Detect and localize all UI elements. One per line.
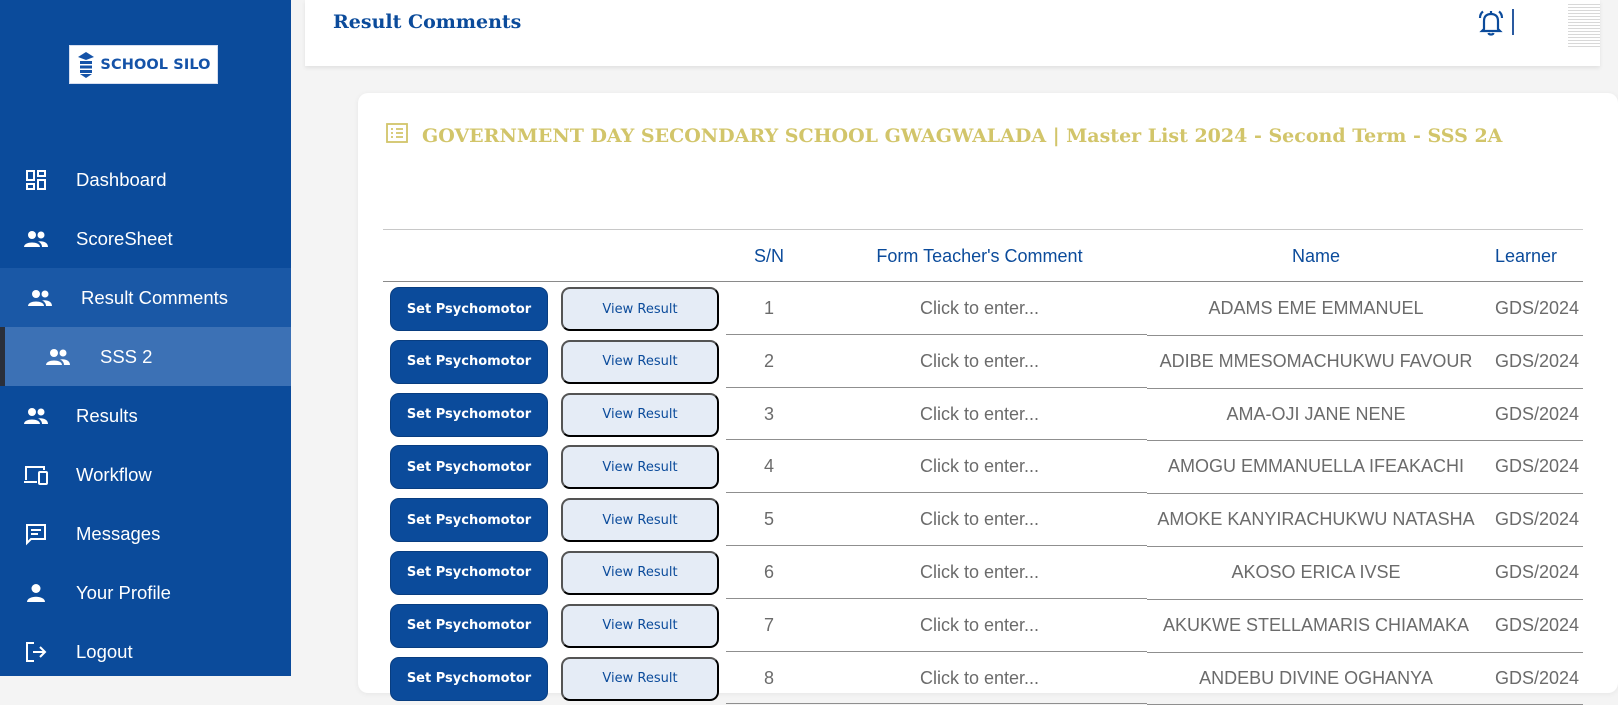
learner-id: GDS/2024: [1495, 509, 1580, 530]
results-table: [383, 229, 1583, 704]
row-divider: [812, 703, 1147, 704]
table-row: [383, 282, 1583, 335]
student-name: ADIBE MMESOMACHUKWU FAVOUR: [1159, 350, 1473, 371]
learner-id: GDS/2024: [1495, 350, 1580, 371]
table-row: [383, 652, 1583, 705]
card-header: [386, 123, 1502, 148]
table-row: [383, 493, 1583, 546]
view-result-button[interactable]: View Result: [561, 498, 719, 542]
message-icon: [24, 522, 48, 546]
row-sn: 8: [763, 667, 774, 688]
sidebar-item-label: Result Comments: [81, 286, 229, 308]
view-result-button[interactable]: View Result: [561, 445, 719, 489]
column-header-comment[interactable]: Form Teacher's Comment: [876, 246, 1083, 266]
view-result-button[interactable]: View Result: [561, 287, 719, 331]
row-sn: 1: [763, 298, 774, 318]
set-psychomotor-button[interactable]: Set Psychomotor: [390, 604, 548, 648]
set-psychomotor-button[interactable]: Set Psychomotor: [390, 657, 548, 701]
row-divider: [726, 703, 812, 704]
student-name: AMOKE KANYIRACHUKWU NATASHA: [1157, 509, 1475, 530]
student-name: ANDEBU DIVINE OGHANYA: [1199, 667, 1433, 688]
row-sn: 3: [763, 403, 774, 424]
sidebar-item-dashboard[interactable]: [0, 150, 291, 209]
view-result-button[interactable]: View Result: [561, 340, 719, 384]
view-result-button[interactable]: View Result: [561, 551, 719, 595]
set-psychomotor-button[interactable]: Set Psychomotor: [390, 445, 548, 489]
student-name: AKUKWE STELLAMARIS CHIAMAKA: [1162, 614, 1470, 635]
form-teacher-comment-cell[interactable]: Click to enter...: [919, 614, 1040, 635]
sidebar-item-label: SSS 2: [100, 345, 153, 367]
card-title: GOVERNMENT DAY SECONDARY SCHOOL GWAGWALADA | Master List 2024 - Second Term - SSS 2A: [422, 124, 1503, 147]
notification-bell-icon[interactable]: [1476, 8, 1506, 38]
row-sn: 7: [763, 614, 774, 635]
logo-icon: [76, 51, 96, 79]
table-body: [383, 282, 1583, 704]
sidebar-item-label: Dashboard: [76, 168, 167, 190]
form-teacher-comment-cell[interactable]: Click to enter...: [919, 667, 1040, 688]
row-sn: 4: [763, 456, 774, 477]
form-teacher-comment-cell[interactable]: Click to enter...: [919, 509, 1040, 530]
set-psychomotor-button[interactable]: Set Psychomotor: [390, 551, 548, 595]
set-psychomotor-button[interactable]: Set Psychomotor: [390, 340, 548, 384]
top-bar: [305, 0, 1600, 66]
form-teacher-comment-cell[interactable]: Click to enter...: [919, 350, 1040, 371]
row-sn: 6: [763, 561, 774, 582]
student-name: AMOGU EMMANUELLA IFEAKACHI: [1167, 456, 1465, 477]
sidebar-item-messages[interactable]: [0, 504, 291, 563]
sidebar-item-label: Your Profile: [76, 581, 171, 603]
logo-text: SCHOOL SILO: [100, 56, 211, 73]
table-row: [383, 335, 1583, 388]
topbar-divider: [1512, 9, 1514, 35]
set-psychomotor-button[interactable]: Set Psychomotor: [390, 498, 548, 542]
table-row: [383, 388, 1583, 441]
row-sn: 5: [763, 509, 774, 530]
sidebar-item-your-profile[interactable]: [0, 563, 291, 622]
sidebar-item-sss2[interactable]: [0, 327, 291, 386]
sidebar-item-label: Messages: [76, 522, 161, 544]
devices-icon: [24, 463, 48, 487]
learner-id: GDS/2024: [1495, 667, 1580, 688]
person-icon: [24, 581, 48, 605]
sidebar-item-label: ScoreSheet: [76, 227, 173, 249]
sidebar-item-label: Results: [76, 404, 138, 426]
table-row: [383, 440, 1583, 493]
dashboard-icon: [24, 168, 48, 192]
sidebar-item-label: Logout: [76, 640, 133, 662]
student-name: ADAMS EME EMMANUEL: [1208, 298, 1424, 318]
master-list-card: [358, 93, 1618, 693]
table-row: [383, 599, 1583, 652]
school-silo-logo[interactable]: [69, 45, 218, 84]
column-header-sn[interactable]: S/N: [753, 246, 784, 266]
sidebar-item-result-comments[interactable]: [0, 268, 291, 327]
table-row: [383, 546, 1583, 599]
page-title: Result Comments: [333, 11, 522, 33]
row-sn: 2: [763, 350, 774, 371]
learner-id: GDS/2024: [1495, 561, 1580, 582]
people-icon: [28, 286, 52, 310]
sidebar-item-workflow[interactable]: [0, 445, 291, 504]
student-name: AKOSO ERICA IVSE: [1231, 561, 1401, 582]
view-result-button[interactable]: View Result: [561, 604, 719, 648]
sidebar-item-scoresheet[interactable]: [0, 209, 291, 268]
learner-id: GDS/2024: [1495, 298, 1580, 318]
people-icon: [24, 404, 48, 428]
view-result-button[interactable]: View Result: [561, 393, 719, 437]
column-header-name[interactable]: Name: [1291, 246, 1340, 266]
learner-id: GDS/2024: [1495, 403, 1580, 424]
set-psychomotor-button[interactable]: Set Psychomotor: [390, 393, 548, 437]
list-icon: [386, 123, 408, 148]
sidebar-item-results[interactable]: [0, 386, 291, 445]
student-name: AMA-OJI JANE NENE: [1226, 403, 1406, 424]
set-psychomotor-button[interactable]: Set Psychomotor: [390, 287, 548, 331]
table-header: [383, 229, 1583, 282]
user-avatar[interactable]: [1568, 2, 1600, 48]
form-teacher-comment-cell[interactable]: Click to enter...: [919, 561, 1040, 582]
sidebar: [0, 0, 291, 676]
form-teacher-comment-cell[interactable]: Click to enter...: [919, 403, 1040, 424]
column-header-learner[interactable]: Learner: [1495, 246, 1558, 266]
form-teacher-comment-cell[interactable]: Click to enter...: [919, 298, 1040, 318]
people-icon: [46, 345, 70, 369]
people-icon: [24, 227, 48, 251]
logout-icon: [24, 640, 48, 664]
form-teacher-comment-cell[interactable]: Click to enter...: [919, 456, 1040, 477]
learner-id: GDS/2024: [1495, 614, 1580, 635]
sidebar-item-label: Workflow: [76, 463, 152, 485]
view-result-button[interactable]: View Result: [561, 657, 719, 701]
sidebar-item-logout[interactable]: [0, 622, 291, 681]
sidebar-nav: [0, 150, 291, 681]
learner-id: GDS/2024: [1495, 456, 1580, 477]
